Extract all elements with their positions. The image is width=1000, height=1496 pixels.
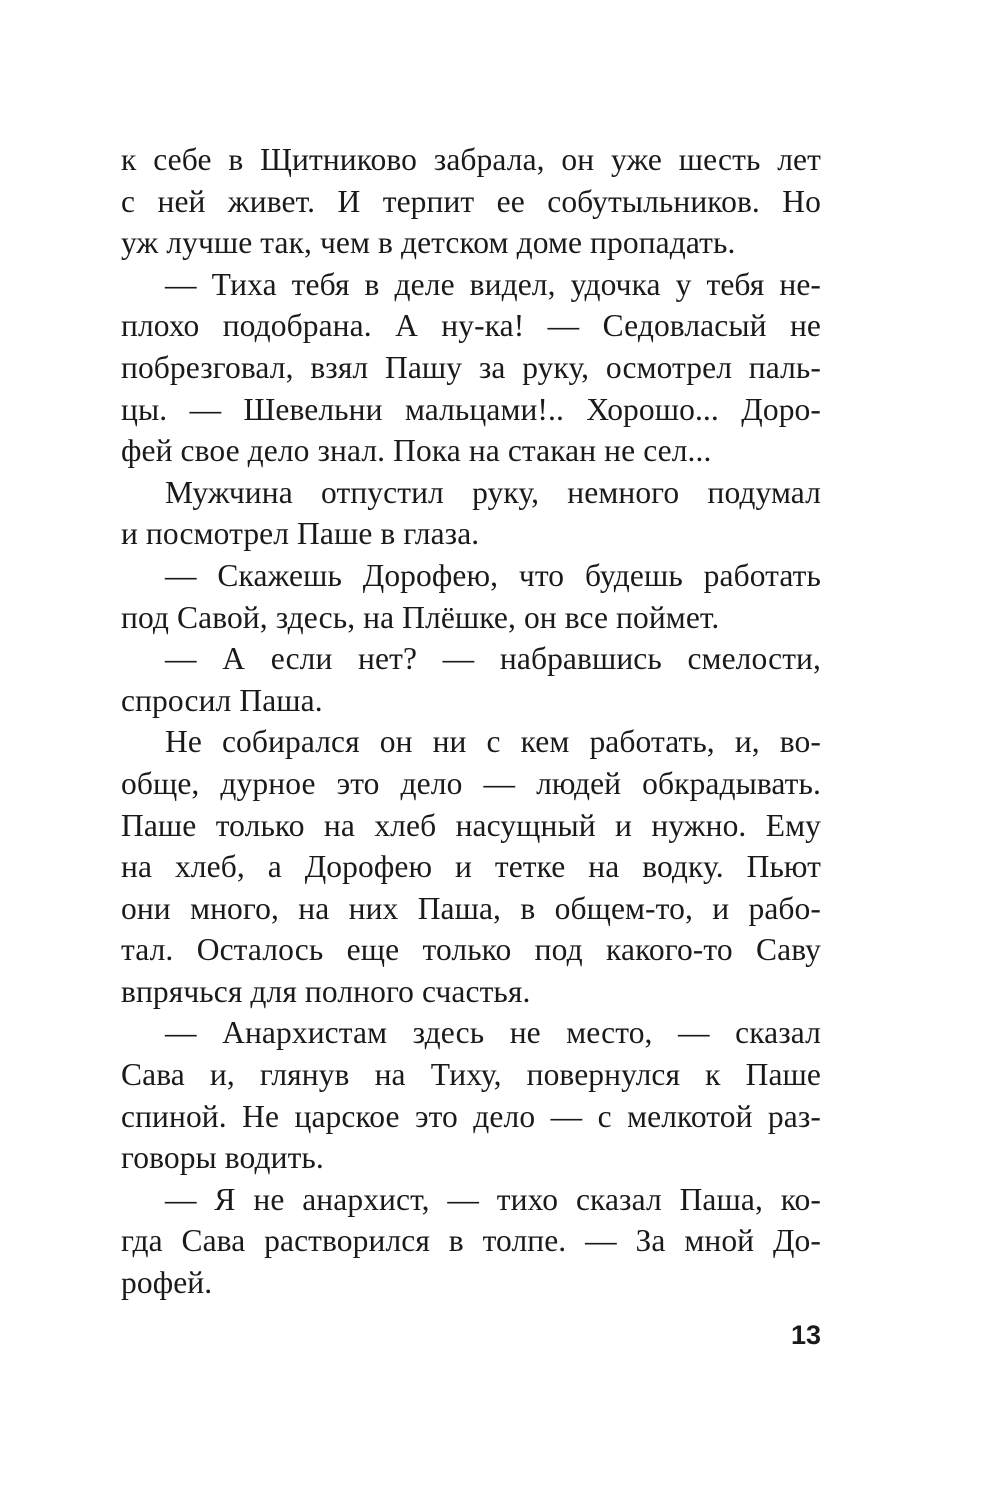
text-line: рофей. [121, 1265, 213, 1301]
text-line: спиной. Не царское это дело — с мелкотой раз- [121, 1098, 821, 1134]
page-number: 13 [790, 1320, 821, 1350]
text-line: тал. Осталось еще только под какого-то Саву [121, 932, 821, 968]
text-line: Не собирался он ни с кем работать, и, во- [165, 724, 821, 760]
text-line: под Савой, здесь, на Плёшке, он все поймет. [121, 599, 720, 635]
text-line: — А если нет? — набравшись смелости, [165, 641, 821, 677]
text-line: побрезговал, взял Пашу за руку, осмотрел паль- [121, 349, 821, 385]
paragraph [121, 721, 821, 1012]
paragraph [121, 1179, 821, 1304]
text-line: говоры водить. [121, 1140, 324, 1176]
text-line: цы. — Шевельни мальцами!.. Хорошо... Доро- [121, 391, 821, 427]
paragraph [121, 139, 821, 264]
paragraph [121, 1012, 821, 1178]
text-line: и посмотрел Паше в глаза. [121, 516, 480, 552]
paragraph [121, 264, 821, 472]
paragraph [121, 638, 821, 721]
text-line: они много, на них Паша, в общем-то, и рабо- [121, 890, 821, 926]
text-line: обще, дурное это дело — людей обкрадывать. [121, 765, 821, 801]
text-line: Мужчина отпустил руку, немного подумал [165, 474, 821, 510]
paragraph [121, 555, 821, 638]
text-line: — Анархистам здесь не место, — сказал [165, 1015, 821, 1051]
text-line: плохо подобрана. А ну-ка! — Седовласый не [121, 308, 821, 344]
text-line: — Скажешь Дорофею, что будешь работать [165, 557, 821, 593]
paragraph [121, 472, 821, 555]
text-line: уж лучше так, чем в детском доме пропадать. [121, 225, 736, 261]
text-line: к себе в Щитниково забрала, он уже шесть лет [121, 142, 821, 177]
text-line: впрячься для полного счастья. [121, 973, 531, 1009]
text-line: — Я не анархист, — тихо сказал Паша, ко- [165, 1181, 821, 1217]
text-line: Сава и, глянув на Тиху, повернулся к Паше [121, 1057, 821, 1093]
text-line: с ней живет. И терпит ее собутыльников. Но [121, 183, 821, 219]
text-line: гда Сава растворился в толпе. — За мной До- [121, 1223, 821, 1259]
text-line: — Тиха тебя в деле видел, удочка у тебя не- [165, 266, 821, 302]
text-line: Паше только на хлеб насущный и нужно. Ему [121, 807, 821, 843]
body-text [121, 139, 821, 1304]
text-line: спросил Паша. [121, 682, 323, 718]
text-line: фей свое дело знал. Пока на стакан не сел... [121, 433, 712, 469]
text-line: на хлеб, а Дорофею и тетке на водку. Пьют [121, 849, 821, 885]
